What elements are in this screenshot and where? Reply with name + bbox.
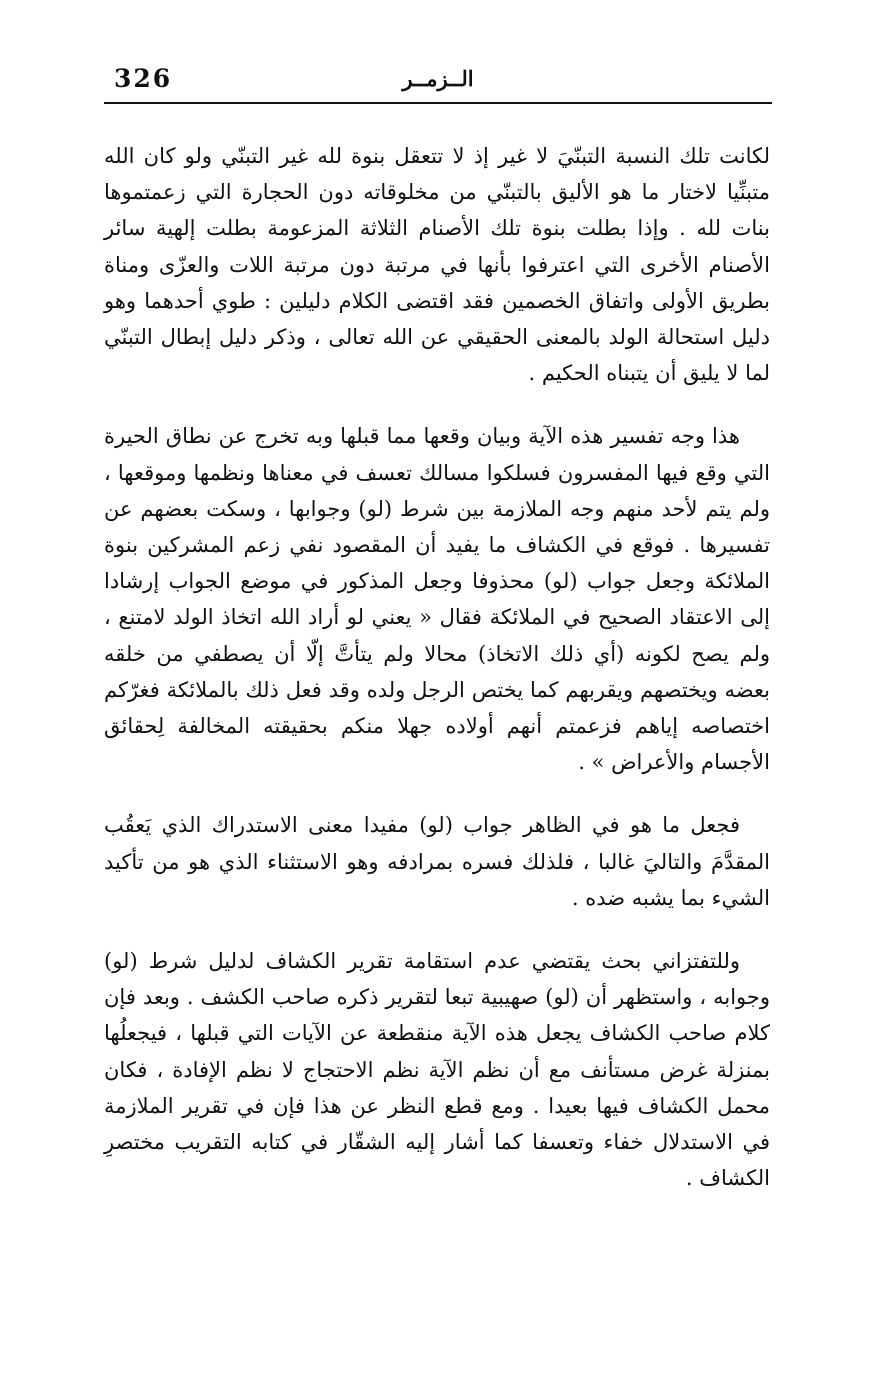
running-title: الــزمــر: [402, 66, 474, 91]
paragraph-1: لكانت تلك النسبة التبنّيَ لا غير إذ لا تتعقل بنوة لله غير التبنّي ولو كان الله متبنِّيا لاختار ما هو الأليق بالتبنّي من مخلوقاته دون الحجارة التي زعمتموها بنات لله . وإذا بطلت بنوة تلك الأصنام الثلاثة المزعومة بطلت إلهية سائر الأصنام الأخرى التي اعترفوا بأنها في مرتبة دون مرتبة اللات والعزّى ومناة بطريق الأولى واتفاق الخصمين فقد اقتضى الكلام دليلين : طوي أحدهما وهو دليل استحالة الولد بالمعنى الحقيقي عن الله تعالى ، وذكر دليل إبطال التبنّي لما لا يليق أن يتبناه الحكيم .: [104, 144, 770, 386]
paragraph-3: فجعل ما هو في الظاهر جواب (لو) مفيدا معنى الاستدراك الذي يَعقُب المقدَّمَ والتاليَ غالبا ، فلذلك فسره بمرادفه وهو الاستثناء الذي هو من تأكيد الشيء بما يشبه ضده .: [104, 813, 770, 910]
paragraph-2: هذا وجه تفسير هذه الآية وبيان وقعها مما قبلها وبه تخرج عن نطاق الحيرة التي وقع فيها المفسرون فسلكوا مسالك تعسف في معناها ونظمها وموقعها ، ولم يتم لأحد منهم وجه الملازمة بين شرط (لو) وجوابها ، وسكت بعضهم عن تفسيرها . فوقع في الكشاف ما يفيد أن المقصود نفي زعم المشركين بنوة الملائكة وجعل جواب (لو) محذوفا وجعل المذكور في موضع الجواب إرشادا إلى الاعتقاد الصحيح في الملائكة فقال « يعني لو أراد الله اتخاذ الولد لامتنع ، ولم يصح لكونه (أي ذلك الاتخاذ) محالا ولم يتأتَّ إلّا أن يصطفي من خلقه بعضه ويختصهم ويقربهم كما يختص الرجل ولده وقد فعل ذلك بالملائكة فغرّكم اختصاصه إياهم فزعمتم أنهم أولاده جهلا منكم بحقيقته المخالفة لِحقائق الأجسام والأعراض » .: [104, 424, 770, 775]
page-body: [104, 138, 770, 1223]
page-number: 326: [114, 64, 173, 93]
header-rule: [104, 102, 772, 104]
paragraph-4: وللتفتزاني بحث يقتضي عدم استقامة تقرير الكشاف لدليل شرط (لو) وجوابه ، واستظهر أن (لو) صهيبية تبعا لتقرير ذكره صاحب الكشف . وبعد فإن كلام صاحب الكشاف يجعل هذه الآية منقطعة عن الآيات التي قبلها ، فيجعلُها بمنزلة غرض مستأنف مع أن نظم الآية نظم الاحتجاج لا نظم الإفادة ، فكان محمل الكشاف فيها بعيدا . ومع قطع النظر عن هذا فإن في تقرير الملازمة في الاستدلال خفاء وتعسفا كما أشار إليه الشقّار في كتابه التقريب مختصرِ الكشاف .: [104, 949, 770, 1191]
page-header: [104, 60, 772, 100]
